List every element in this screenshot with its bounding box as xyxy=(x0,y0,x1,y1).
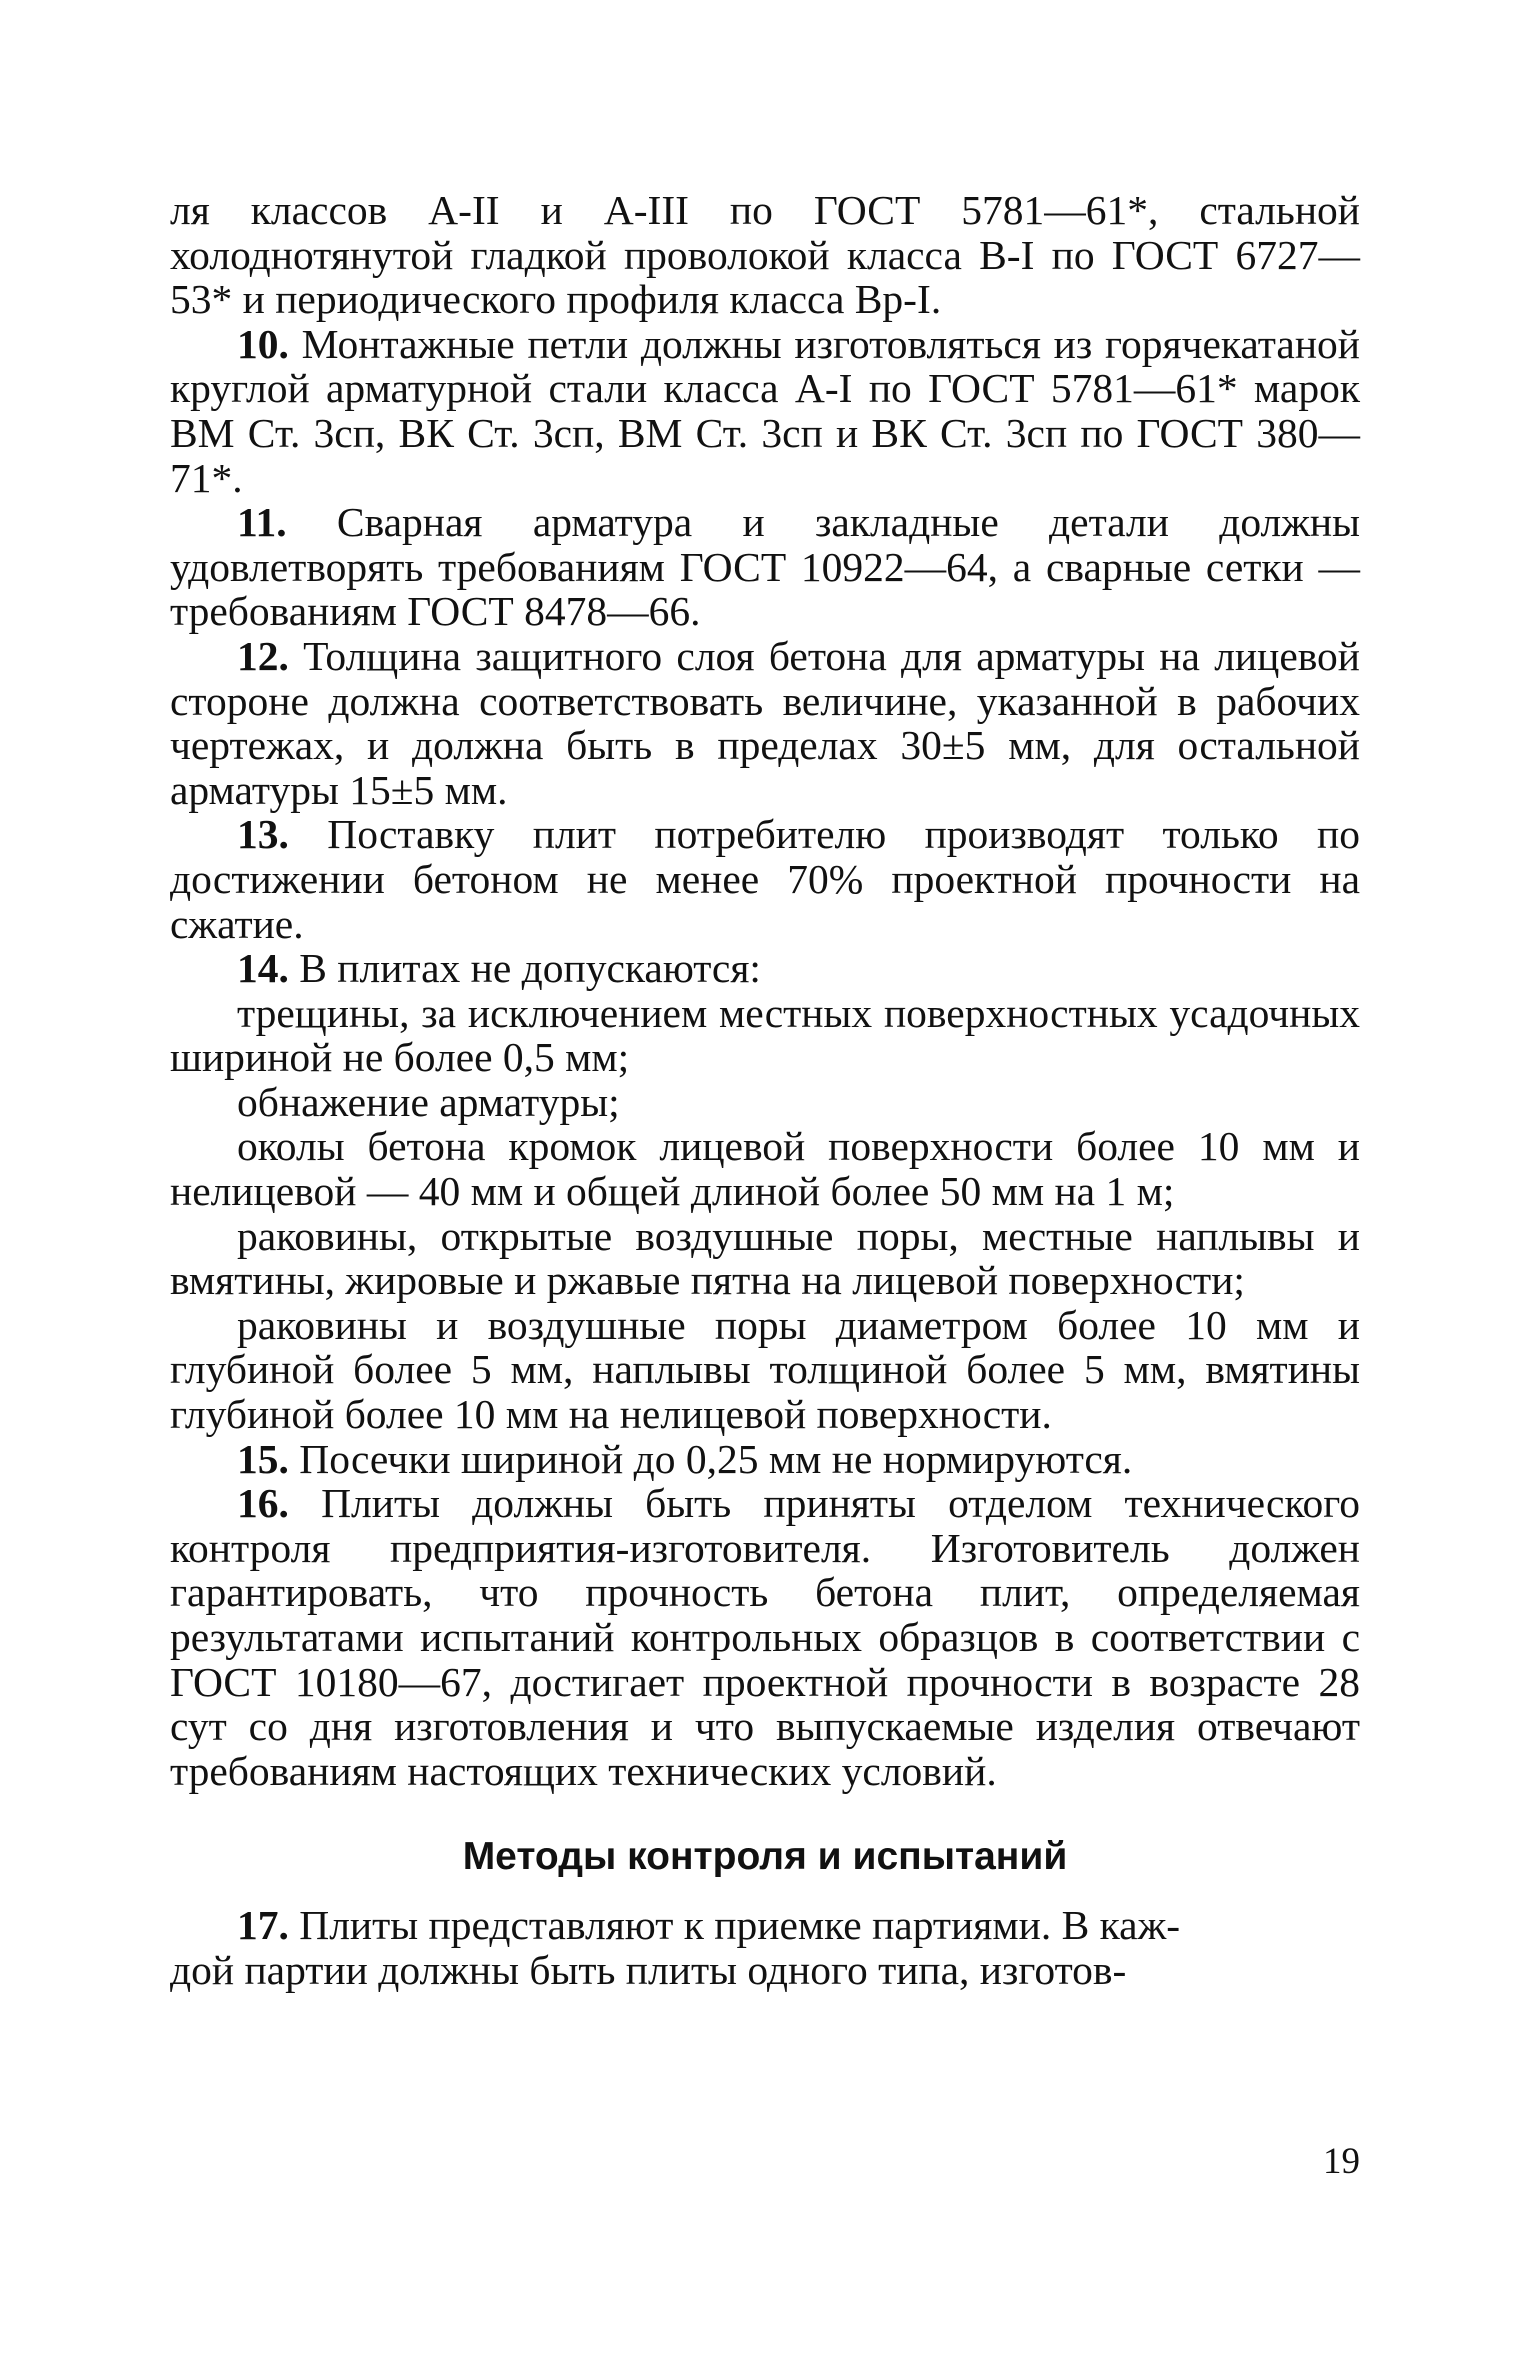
item-17-continuation xyxy=(170,1948,1360,1993)
page-number: 19 xyxy=(1323,2141,1360,2182)
item-text: Монтажные петли должны изготовляться из горячекатаной круглой арматурной стали класса А-I по ГОСТ 5781—61* марок ВМ Ст. 3сп, ВК Ст. 3сп, ВМ Ст. 3сп и ВК Ст. 3сп по ГОСТ 380—71*. xyxy=(170,320,1360,501)
item-11 xyxy=(170,500,1360,634)
item-text: Сварная арматура и закладные детали должны удовлетворять требованиям ГОСТ 10922—64, а сварные сетки — требованиям ГОСТ 8478—66. xyxy=(170,499,1361,635)
item-14 xyxy=(170,946,1360,991)
defect-item: обнажение арматуры; xyxy=(237,1078,620,1125)
defect-item: околы бетона кромок лицевой поверхности более 10 мм и нелицевой — 40 мм и общей длиной более 50 мм на 1 м; xyxy=(170,1123,1360,1215)
item-text: Толщина защитного слоя бетона для арматуры на лицевой стороне должна соответствовать величине, указанной в рабочих чертежах, и должна быть в пределах 30±5 мм, для остальной арматуры 15±5 мм. xyxy=(170,632,1361,813)
defect-item: раковины, открытые воздушные поры, местные наплывы и вмятины, жировые и ржавые пятна на лицевой поверхности; xyxy=(170,1212,1360,1304)
item-text: Плиты должны быть приняты отделом технического контроля предприятия-изготовителя. Изготовитель должен гарантировать, что прочность бетона плит, определяемая результатами испытаний контрольных образцов в соответствии с ГОСТ 10180—67, достигает проектной прочности в возрасте 28 сут со дня изготовления и что выпускаемые изделия отвечают требованиям настоящих технических условий. xyxy=(170,1480,1361,1794)
page-body xyxy=(170,188,1360,1993)
item-number: 12. xyxy=(237,632,289,679)
item-number: 15. xyxy=(237,1435,289,1482)
item-text: В плитах не допускаются: xyxy=(299,945,761,992)
item-number: 17. xyxy=(237,1902,289,1949)
item-16 xyxy=(170,1481,1360,1793)
item-number: 13. xyxy=(237,811,289,858)
item-10 xyxy=(170,322,1360,500)
section-heading: Методы контроля и испытаний xyxy=(462,1835,1068,1879)
item-text: Плиты представляют к приемке партиями. В каж- xyxy=(299,1902,1181,1949)
continuation-paragraph: ля классов А-II и А-III по ГОСТ 5781—61*, стальной холоднотянутой гладкой проволокой класса В-I по ГОСТ 6727—53* и периодического профиля класса Вр-I. xyxy=(170,187,1360,323)
item-number: 11. xyxy=(237,499,287,546)
item-17 xyxy=(170,1903,1360,1948)
item-number: 14. xyxy=(237,945,289,992)
item-13 xyxy=(170,812,1360,946)
item-number: 16. xyxy=(237,1480,289,1527)
item-12 xyxy=(170,634,1360,812)
item-text: Посечки шириной до 0,25 мм не нормируются. xyxy=(299,1435,1133,1482)
item-15 xyxy=(170,1437,1360,1482)
defect-item: трещины, за исключением местных поверхностных усадочных шириной не более 0,5 мм; xyxy=(170,989,1360,1081)
item-text: Поставку плит потребителю производят только по достижении бетоном не менее 70% проектной прочности на сжатие. xyxy=(170,811,1361,947)
defect-item: раковины и воздушные поры диаметром более 10 мм и глубиной более 5 мм, наплывы толщиной более 5 мм, вмятины глубиной более 10 мм на нелицевой поверхности. xyxy=(170,1301,1360,1438)
item-17-line-2: дой партии должны быть плиты одного типа, изготов- xyxy=(170,1946,1127,1993)
item-17-line-1 xyxy=(170,1903,1360,1948)
item-number: 10. xyxy=(237,320,289,367)
